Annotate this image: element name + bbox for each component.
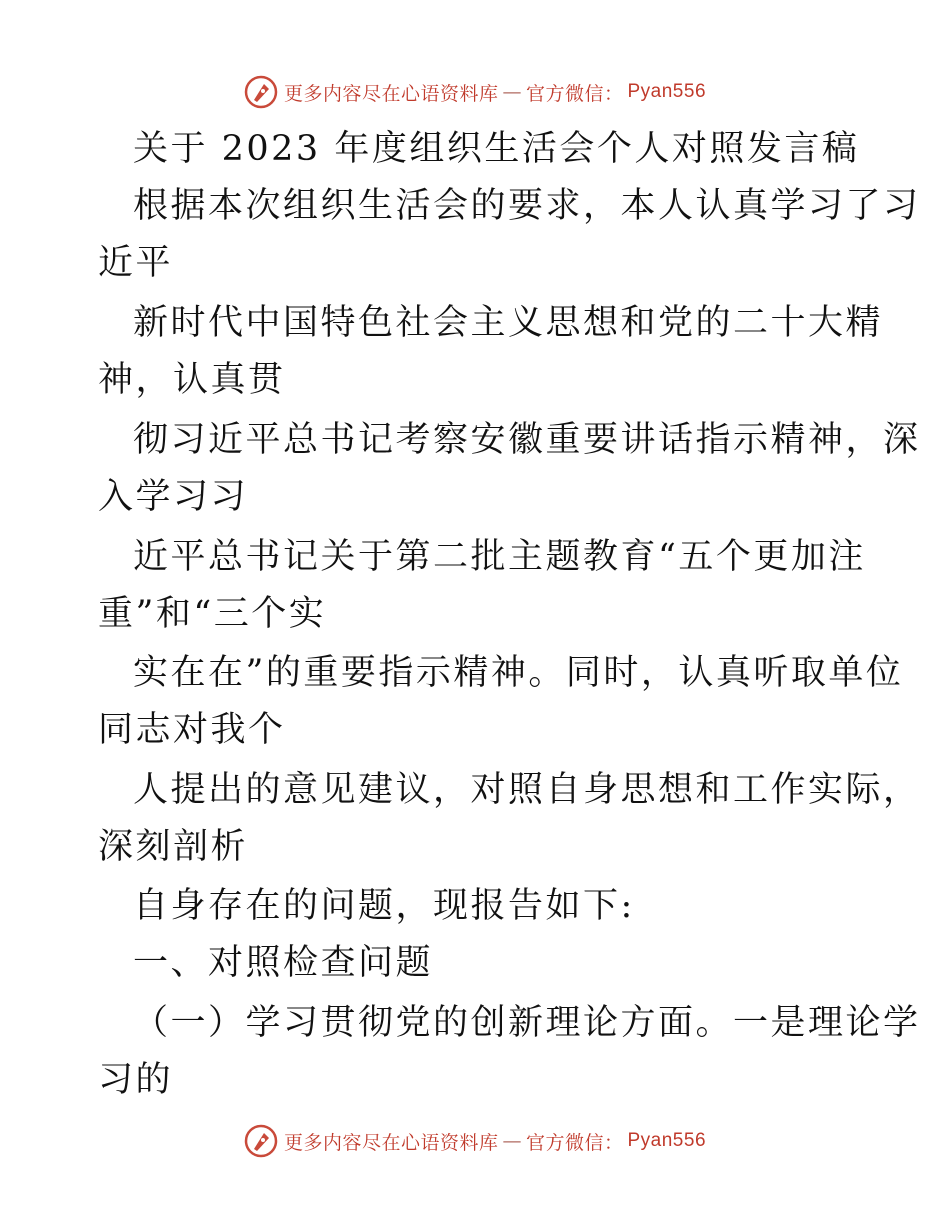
watermark-contact-label: 官方微信： [525, 1131, 624, 1154]
watermark-contact-id: Pyan556 [627, 1130, 707, 1151]
subsection-heading: （一）学习贯彻党的创新理论方面。一是理论学 [133, 1003, 921, 1043]
document-title: 关于 2023 年度组织生活会个人对照发言稿 [133, 129, 860, 169]
paragraph-line: 神，认真贯 [98, 360, 286, 400]
watermark-contact-id: Pyan556 [627, 81, 707, 102]
paragraph-line: 实在在”的重要指示精神。同时，认真听取单位 [133, 653, 904, 693]
pen-nib-logo-icon [244, 1124, 278, 1158]
paragraph-line: 彻习近平总书记考察安徽重要讲话指示精神，深 [133, 420, 921, 460]
watermark-separator: — [502, 1130, 522, 1152]
paragraph-line: 近平 [98, 243, 174, 283]
watermark-brand: 更多内容尽在心语资料库 [283, 1131, 499, 1154]
paragraph-line: 新时代中国特色社会主义思想和党的二十大精 [133, 303, 884, 343]
watermark-separator: — [502, 81, 522, 103]
section-heading: 一、对照检查问题 [133, 943, 434, 983]
paragraph-line: 同志对我个 [98, 710, 286, 750]
paragraph-line: 入学习习 [98, 477, 249, 517]
watermark-brand: 更多内容尽在心语资料库 [283, 82, 499, 105]
watermark-contact-label: 官方微信： [525, 82, 624, 105]
paragraph-line: 重”和“三个实 [98, 594, 327, 634]
footer-watermark [0, 1121, 950, 1161]
paragraph-line: 习的 [98, 1060, 174, 1100]
paragraph-line: 人提出的意见建议，对照自身思想和工作实际， [133, 770, 921, 810]
paragraph-line: 自身存在的问题，现报告如下: [133, 886, 635, 926]
paragraph-line: 深刻剖析 [98, 827, 249, 867]
paragraph-line: 根据本次组织生活会的要求，本人认真学习了习 [133, 186, 921, 226]
paragraph-line: 近平总书记关于第二批主题教育“五个更加注 [133, 537, 866, 577]
